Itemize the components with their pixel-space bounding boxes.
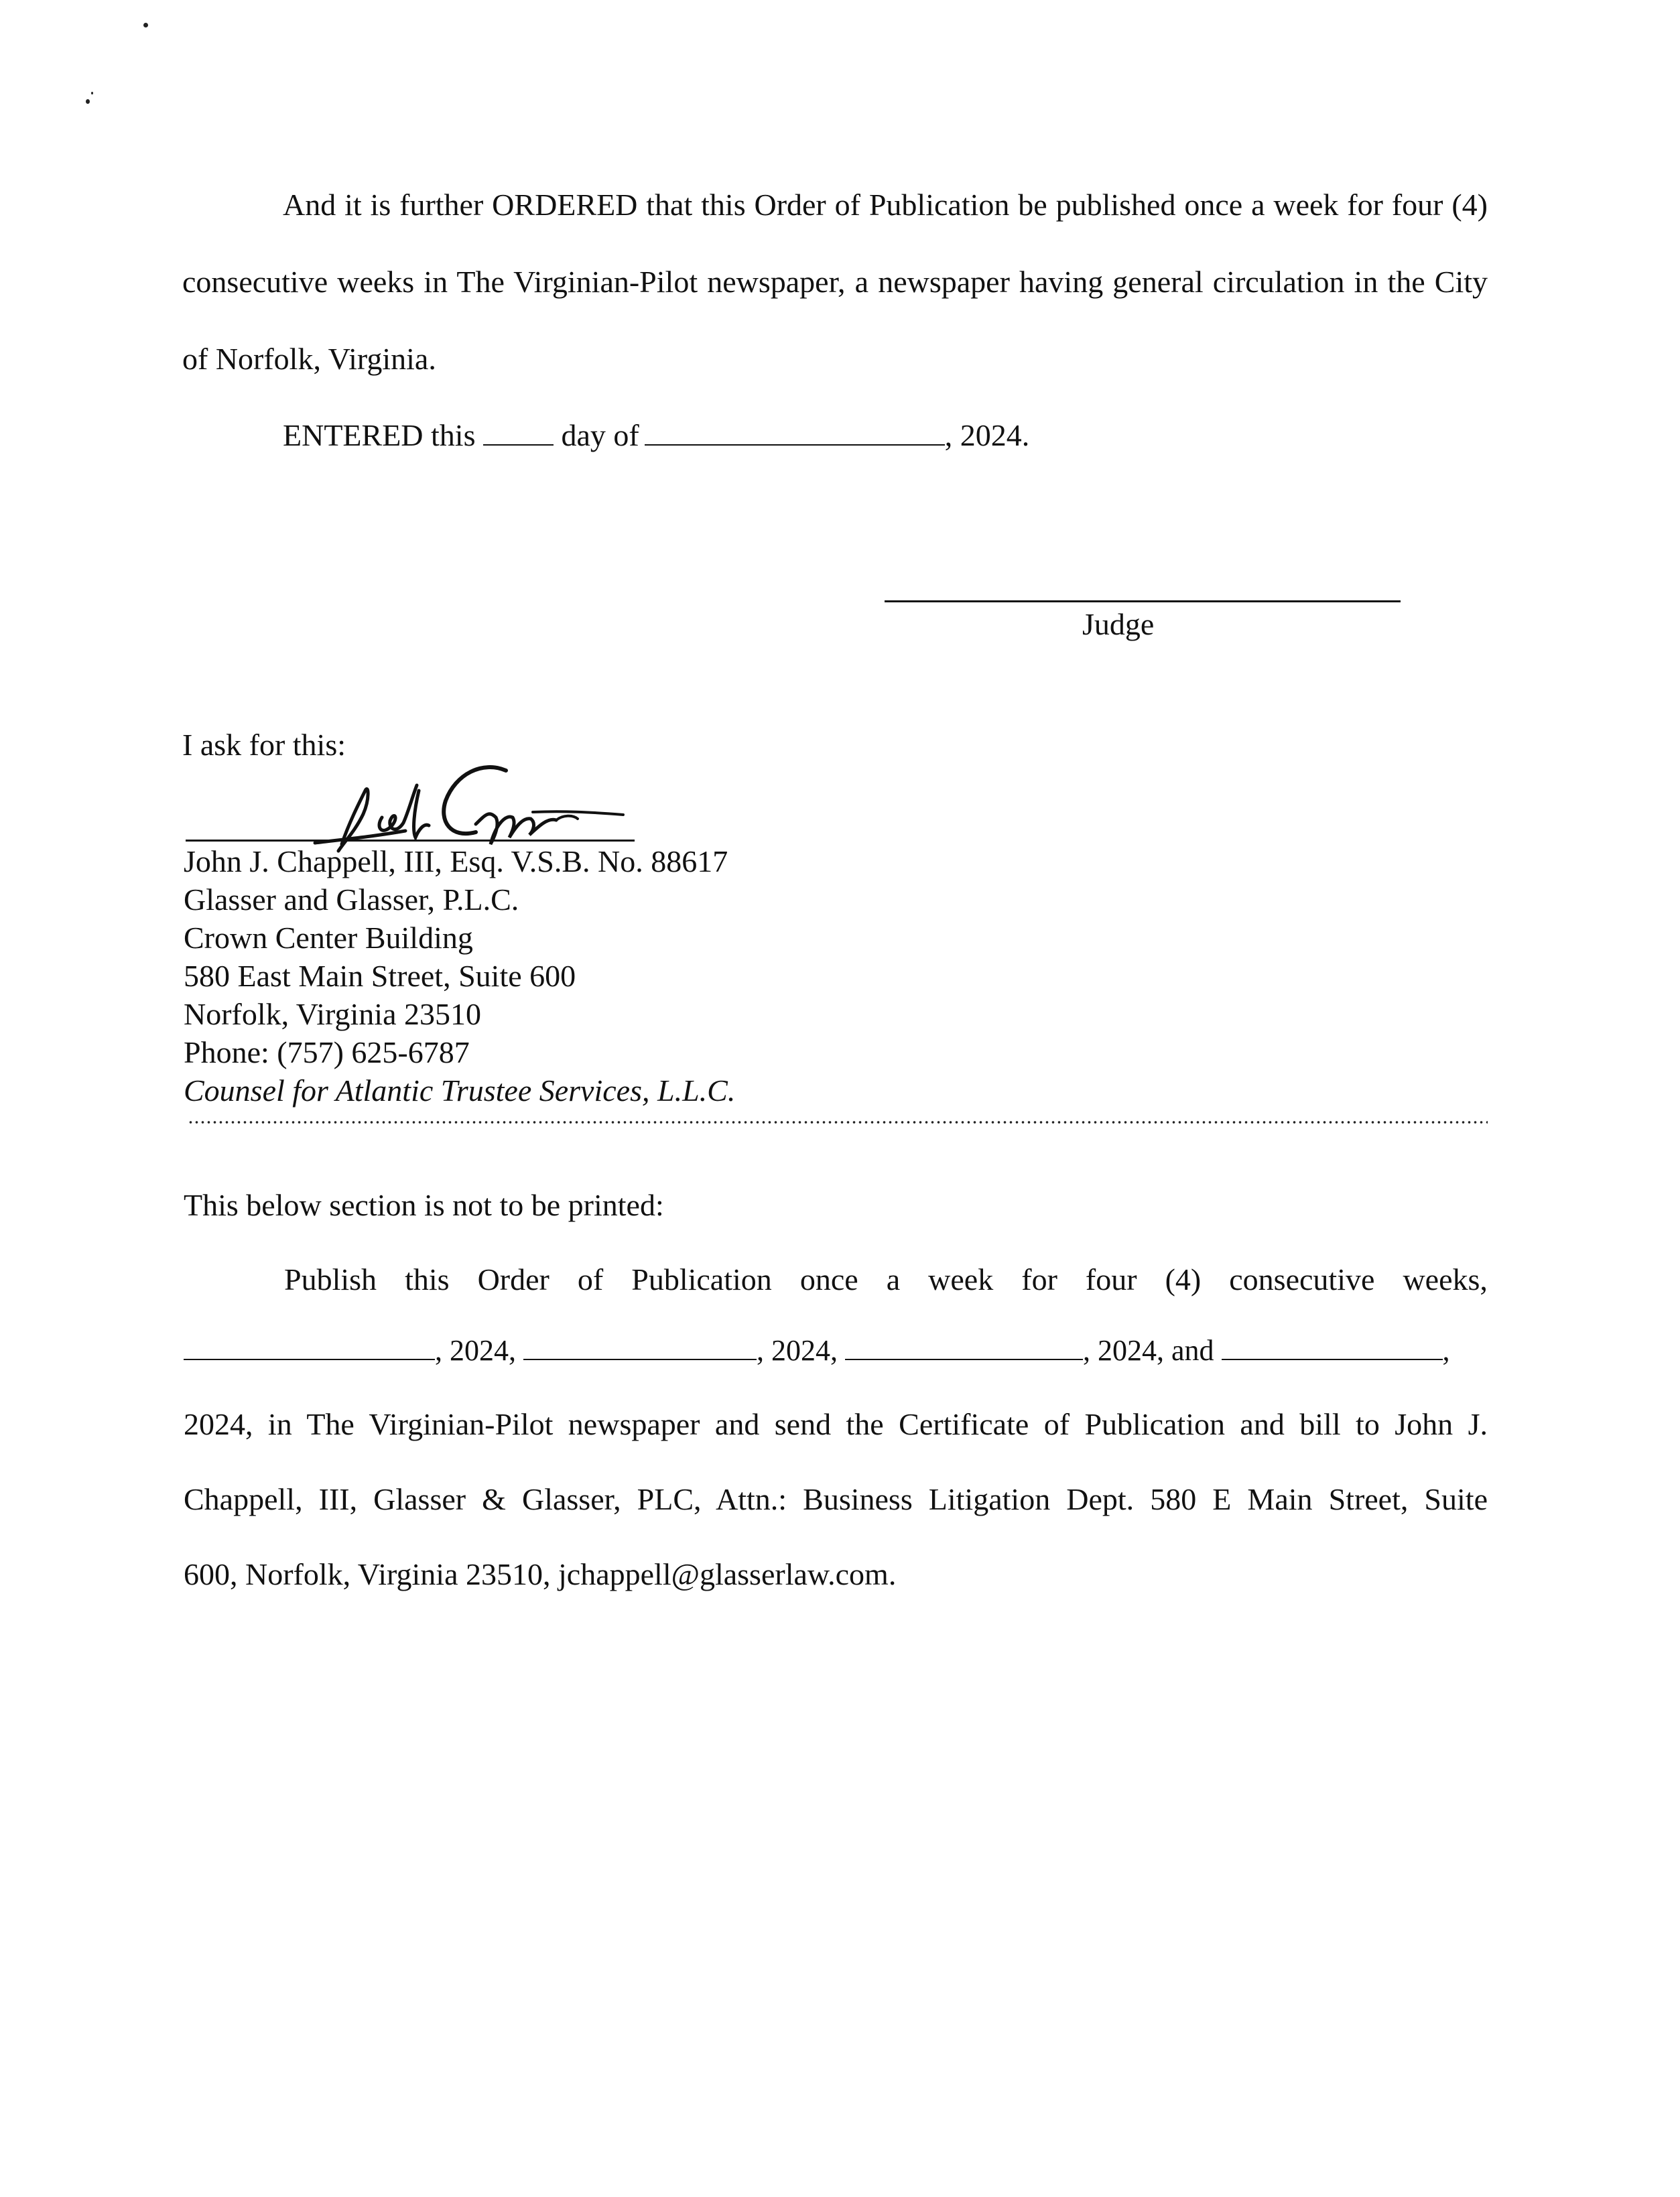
dotted-separator — [188, 1120, 1488, 1124]
date-blank-3 — [845, 1358, 1083, 1360]
publication-dates-line — [184, 1333, 1488, 1368]
date-sep-1: , 2024, — [435, 1334, 516, 1367]
instruction-line: 2024, in The Virginian-Pilot newspaper and send the Certificate of Publication and bill to John J. — [184, 1407, 1488, 1441]
entered-mid: day of — [561, 418, 639, 452]
order-paragraph: And it is further ORDERED that this Order of Publication be published once a week for four (4) consecutive weeks in The Virginian-Pilot newspaper, a newspaper having general circulation in the City of Norfolk, Virginia. — [182, 188, 1488, 376]
word: weeks, — [1403, 1262, 1488, 1296]
ask-for-this-label: I ask for this: — [182, 728, 346, 762]
date-sep-2: , 2024, — [757, 1334, 838, 1367]
date-blank-4 — [1222, 1358, 1443, 1360]
word: week — [928, 1262, 994, 1296]
entered-prefix: ENTERED this — [283, 418, 476, 452]
counsel-role-line: Counsel for Atlantic Trustee Services, L.L.C. — [184, 1073, 736, 1108]
scan-speck — [86, 99, 90, 104]
word: Publish — [284, 1262, 377, 1296]
date-sep-3: , 2024, and — [1083, 1334, 1214, 1367]
entered-line — [283, 417, 1029, 453]
handwritten-signature — [275, 750, 650, 858]
instruction-last-line: 600, Norfolk, Virginia 23510, jchappell@glasserlaw.com. — [184, 1557, 897, 1591]
word: once — [799, 1262, 858, 1296]
word: four — [1085, 1262, 1137, 1296]
not-printed-heading: This below section is not to be printed: — [184, 1188, 664, 1222]
phone-line: Phone: (757) 625-6787 — [184, 1035, 470, 1069]
word: (4) — [1165, 1262, 1202, 1296]
counsel-signature-line — [186, 840, 635, 842]
publish-instruction-first-line — [284, 1262, 1488, 1297]
word: Publication — [631, 1262, 772, 1296]
scan-speck — [91, 92, 93, 94]
publish-instruction-body — [184, 1387, 1488, 1612]
judge-label: Judge — [1082, 607, 1155, 641]
scan-speck — [143, 23, 148, 27]
judge-signature-line — [885, 600, 1401, 602]
month-blank — [645, 444, 945, 446]
date-blank-1 — [184, 1358, 435, 1360]
date-sep-4: , — [1442, 1334, 1450, 1367]
word: a — [886, 1262, 901, 1296]
building-line: Crown Center Building — [184, 921, 473, 955]
instruction-line: Chappell, III, Glasser & Glasser, PLC, Attn.: Business Litigation Dept. 580 E Main Street, Suite — [184, 1482, 1488, 1516]
word: this — [405, 1262, 450, 1296]
firm-name-line: Glasser and Glasser, P.L.C. — [184, 882, 519, 917]
street-line: 580 East Main Street, Suite 600 — [184, 959, 576, 993]
counsel-name-line: John J. Chappell, III, Esq. V.S.B. No. 88617 — [184, 844, 728, 878]
day-blank — [483, 444, 554, 446]
entered-suffix: , 2024. — [944, 418, 1030, 452]
word: consecutive — [1229, 1262, 1375, 1296]
word: Order — [477, 1262, 550, 1296]
date-blank-2 — [523, 1358, 757, 1360]
word: of — [577, 1262, 604, 1296]
counsel-address-block — [184, 842, 735, 1110]
city-line: Norfolk, Virginia 23510 — [184, 997, 482, 1031]
word: for — [1021, 1262, 1057, 1296]
